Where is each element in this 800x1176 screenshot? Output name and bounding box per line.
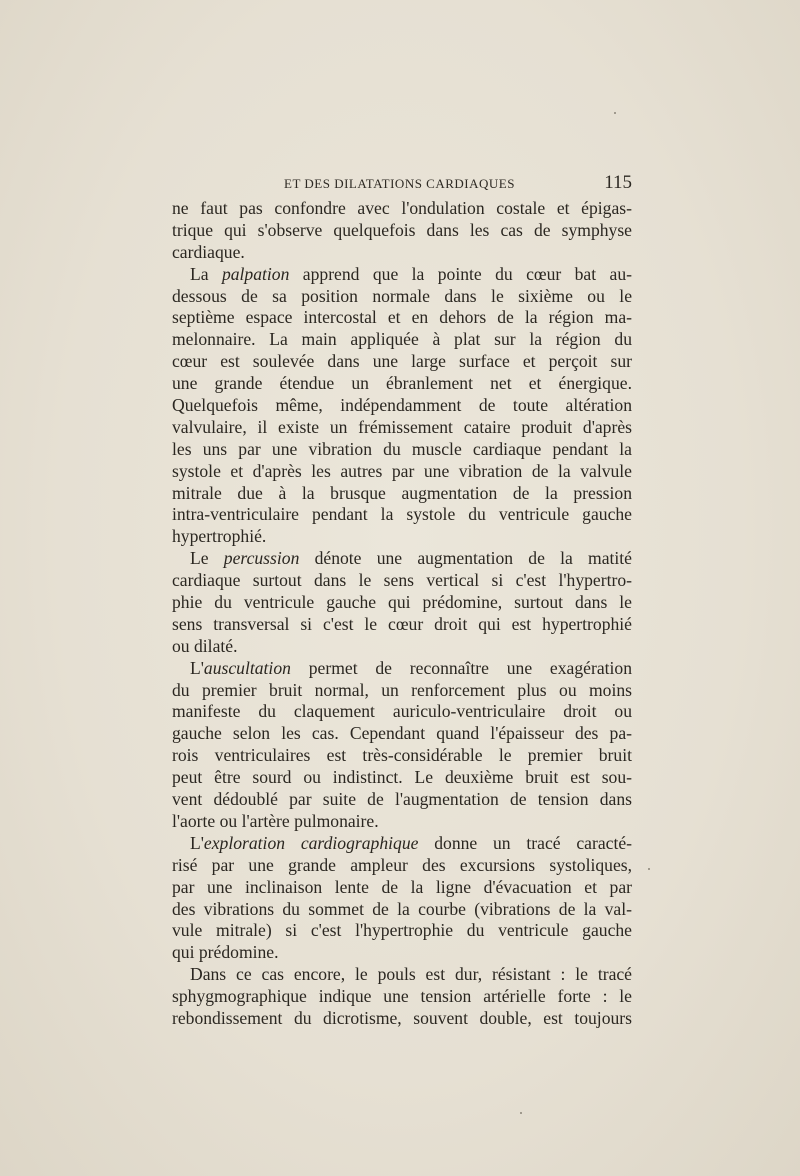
paragraph	[172, 264, 632, 549]
text-line: les uns par une vibration du muscle cardiaque pendant la	[172, 438, 632, 459]
paper-speck	[614, 112, 616, 114]
text-line: rois ventriculaires est très-considérable le premier bruit	[172, 745, 632, 766]
text-run: L'	[190, 832, 204, 853]
page-number: 115	[604, 172, 632, 193]
text-line: dessous de sa position normale dans le sixième ou le	[172, 285, 632, 306]
paper-speck	[648, 868, 650, 870]
text-run: dénote une augmentation de la matité	[299, 548, 632, 569]
text-line: du premier bruit normal, un renforcement plus ou moins	[172, 679, 632, 700]
text-run: apprend que la pointe du cœur bat au-	[289, 263, 632, 284]
text-line: qui prédomine.	[172, 942, 279, 963]
text-line: septième espace intercostal et en dehors de la région ma-	[172, 307, 632, 328]
italic-term: palpation	[221, 263, 290, 284]
text-line: ne faut pas confondre avec l'ondulation costale et épigas-	[172, 198, 632, 218]
text-line: des vibrations du sommet de la courbe (vibrations de la val-	[172, 898, 632, 919]
italic-term: exploration cardiographique	[203, 832, 419, 853]
paragraph	[172, 198, 632, 264]
text-line: risé par une grande ampleur des excursions systoliques,	[172, 854, 632, 875]
text-line	[172, 833, 632, 855]
paragraph	[172, 548, 632, 657]
page-header	[172, 172, 632, 196]
text-line	[172, 964, 632, 986]
text-run: Le	[190, 548, 224, 569]
text-run: permet de reconnaître une exagération	[290, 657, 632, 678]
paper-speck	[520, 1112, 522, 1114]
text-line: systole et d'après les autres par une vibration de la valvule	[172, 460, 632, 481]
text-line: cardiaque.	[172, 241, 245, 262]
text-line: vent dédoublé par suite de l'augmentation de tension dans	[172, 789, 632, 810]
text-line: ou dilaté.	[172, 635, 238, 656]
text-line: valvulaire, il existe un frémissement cataire produit d'après	[172, 416, 632, 437]
text-line: peut être sourd ou indistinct. Le deuxième bruit est sou-	[172, 767, 632, 788]
text-line: cardiaque surtout dans le sens vertical si c'est l'hypertro-	[172, 570, 632, 591]
text-line	[172, 264, 632, 286]
text-line: hypertrophié.	[172, 526, 267, 547]
text-run: donne un tracé caracté-	[418, 832, 632, 853]
text-line: l'aorte ou l'artère pulmonaire.	[172, 810, 379, 831]
text-line: cœur est soulevée dans une large surface et perçoit sur	[172, 351, 632, 372]
text-line: rebondissement du dicrotisme, souvent double, est toujours	[172, 1007, 632, 1028]
text-line	[172, 658, 632, 680]
text-line: melonnaire. La main appliquée à plat sur la région du	[172, 329, 632, 350]
text-line: manifeste du claquement auriculo-ventriculaire droit ou	[172, 701, 632, 722]
text-line: phie du ventricule gauche qui prédomine, surtout dans le	[172, 592, 632, 613]
paragraph	[172, 658, 632, 833]
italic-term: percussion	[223, 548, 300, 569]
italic-term: auscultation	[203, 657, 291, 678]
body-text	[172, 198, 632, 1030]
text-line: Quelquefois même, indépendamment de toute altération	[172, 395, 632, 416]
text-line: vule mitrale) si c'est l'hypertrophie du ventricule gauche	[172, 920, 632, 941]
paragraph	[172, 964, 632, 1030]
text-run: Dans ce cas encore, le pouls est dur, résistant : le tracé	[190, 964, 632, 985]
text-line: sens transversal si c'est le cœur droit qui est hypertrophié	[172, 613, 632, 634]
text-line: intra-ventriculaire pendant la systole du ventricule gauche	[172, 504, 632, 525]
text-line: gauche selon les cas. Cependant quand l'épaisseur des pa-	[172, 723, 632, 744]
text-line: une grande étendue un ébranlement net et énergique.	[172, 373, 632, 394]
text-line	[172, 548, 632, 570]
running-head: ET DES DILATATIONS CARDIAQUES	[284, 176, 515, 191]
text-line: mitrale due à la brusque augmentation de la pression	[172, 482, 632, 503]
paragraph	[172, 833, 632, 964]
text-run: L'	[190, 657, 204, 678]
text-line: trique qui s'observe quelquefois dans les cas de symphyse	[172, 219, 632, 240]
text-line: sphygmographique indique une tension artérielle forte : le	[172, 986, 632, 1007]
text-line: par une inclinaison lente de la ligne d'évacuation et par	[172, 876, 632, 897]
text-run: La	[190, 263, 222, 284]
